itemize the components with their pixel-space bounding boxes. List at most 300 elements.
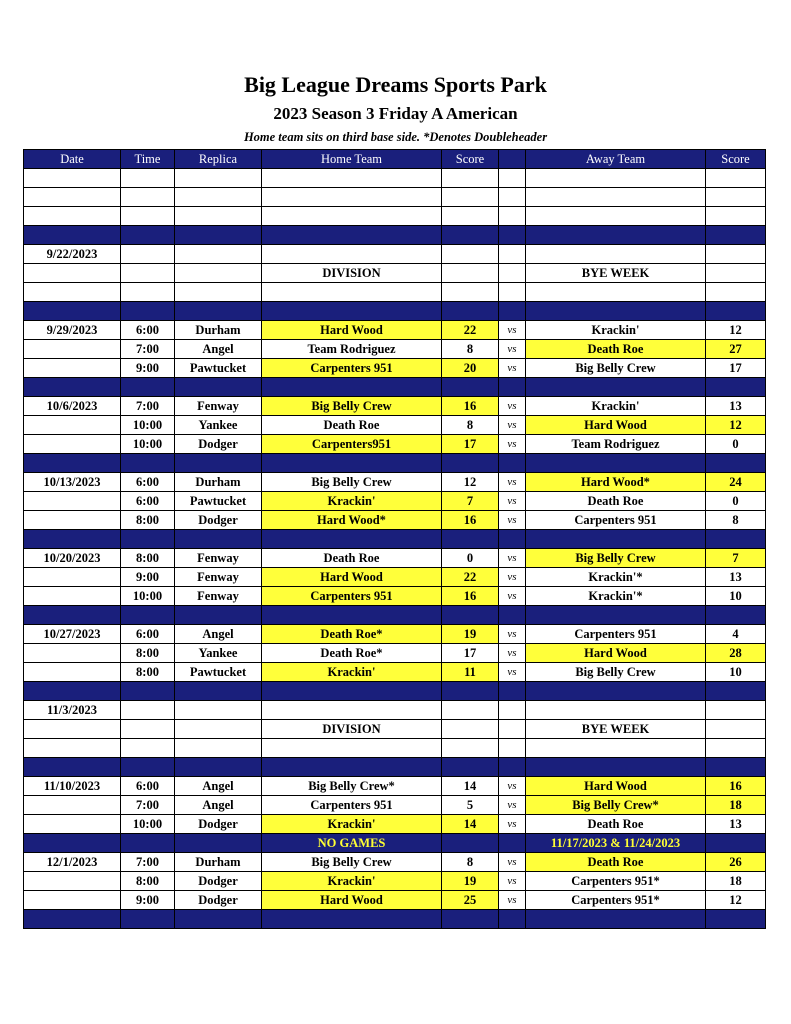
game-row	[24, 435, 766, 454]
away-team-cell: Team Rodriguez	[526, 435, 706, 454]
away-team-cell: Big Belly Crew*	[526, 796, 706, 815]
replica-cell: Angel	[175, 777, 262, 796]
vs-cell: vs	[499, 891, 526, 910]
away-score-cell	[706, 245, 766, 264]
column-header-date: Date	[24, 150, 121, 169]
vs-cell: vs	[499, 340, 526, 359]
vs-cell	[499, 720, 526, 739]
home-team-cell	[262, 283, 442, 302]
separator-cell	[442, 606, 499, 625]
separator-cell	[262, 302, 442, 321]
away-team-cell: Krackin'*	[526, 568, 706, 587]
date-cell: 11/10/2023	[24, 777, 121, 796]
vs-cell: vs	[499, 815, 526, 834]
away-team-cell	[526, 245, 706, 264]
time-cell	[121, 207, 175, 226]
date-cell	[24, 739, 121, 758]
home-team-cell: Hard Wood	[262, 321, 442, 340]
table-header-row	[24, 150, 766, 169]
home-team-cell: Krackin'	[262, 663, 442, 682]
separator-cell	[175, 682, 262, 701]
away-team-cell: Hard Wood*	[526, 473, 706, 492]
separator-cell	[24, 758, 121, 777]
separator-cell	[526, 226, 706, 245]
home-score-cell: 16	[442, 511, 499, 530]
date-cell	[24, 872, 121, 891]
vs-cell	[499, 834, 526, 853]
separator-cell	[24, 606, 121, 625]
home-team-cell: Hard Wood*	[262, 511, 442, 530]
separator-cell	[706, 378, 766, 397]
home-score-cell: 8	[442, 416, 499, 435]
game-row	[24, 245, 766, 264]
separator-cell	[262, 530, 442, 549]
home-team-cell	[262, 701, 442, 720]
date-cell: 11/3/2023	[24, 701, 121, 720]
game-row	[24, 701, 766, 720]
game-row	[24, 416, 766, 435]
time-cell: 10:00	[121, 416, 175, 435]
vs-cell: vs	[499, 777, 526, 796]
game-row	[24, 872, 766, 891]
replica-cell: Dodger	[175, 872, 262, 891]
game-row	[24, 321, 766, 340]
replica-cell: Angel	[175, 340, 262, 359]
separator-cell	[262, 226, 442, 245]
away-team-cell: Carpenters 951	[526, 511, 706, 530]
replica-cell: Fenway	[175, 587, 262, 606]
home-score-cell: 19	[442, 872, 499, 891]
away-score-cell	[706, 188, 766, 207]
home-score-cell: 16	[442, 397, 499, 416]
separator-cell	[526, 606, 706, 625]
replica-cell	[175, 169, 262, 188]
time-cell: 8:00	[121, 549, 175, 568]
separator-cell	[442, 682, 499, 701]
date-cell	[24, 663, 121, 682]
home-team-cell: Big Belly Crew	[262, 397, 442, 416]
separator-cell	[121, 378, 175, 397]
home-team-cell: DIVISION	[262, 720, 442, 739]
away-team-cell	[526, 207, 706, 226]
replica-cell: Pawtucket	[175, 492, 262, 511]
vs-cell: vs	[499, 492, 526, 511]
home-team-cell: Death Roe*	[262, 625, 442, 644]
away-score-cell: 10	[706, 663, 766, 682]
separator-cell	[499, 226, 526, 245]
home-score-cell	[442, 739, 499, 758]
game-row	[24, 568, 766, 587]
home-score-cell: 16	[442, 587, 499, 606]
vs-cell: vs	[499, 511, 526, 530]
away-score-cell	[706, 169, 766, 188]
time-cell	[121, 169, 175, 188]
replica-cell	[175, 245, 262, 264]
replica-cell: Angel	[175, 796, 262, 815]
column-header-away-team: Away Team	[526, 150, 706, 169]
separator-cell	[706, 606, 766, 625]
replica-cell	[175, 834, 262, 853]
vs-cell	[499, 701, 526, 720]
away-team-cell: Carpenters 951	[526, 625, 706, 644]
date-cell	[24, 568, 121, 587]
separator-cell	[499, 682, 526, 701]
date-cell	[24, 891, 121, 910]
separator-cell	[706, 758, 766, 777]
separator-cell	[442, 302, 499, 321]
vs-cell	[499, 169, 526, 188]
replica-cell: Yankee	[175, 644, 262, 663]
game-row	[24, 663, 766, 682]
replica-cell: Dodger	[175, 891, 262, 910]
date-cell: 10/13/2023	[24, 473, 121, 492]
time-cell: 6:00	[121, 321, 175, 340]
replica-cell: Dodger	[175, 815, 262, 834]
home-team-cell: NO GAMES	[262, 834, 442, 853]
away-team-cell	[526, 188, 706, 207]
date-cell	[24, 169, 121, 188]
home-score-cell: 14	[442, 815, 499, 834]
time-cell: 7:00	[121, 397, 175, 416]
date-cell	[24, 587, 121, 606]
game-row	[24, 492, 766, 511]
date-cell: 12/1/2023	[24, 853, 121, 872]
separator-cell	[262, 758, 442, 777]
home-score-cell	[442, 207, 499, 226]
vs-cell: vs	[499, 587, 526, 606]
time-cell: 6:00	[121, 492, 175, 511]
game-row	[24, 815, 766, 834]
home-score-cell: 12	[442, 473, 499, 492]
home-team-cell: Big Belly Crew	[262, 853, 442, 872]
separator-cell	[526, 758, 706, 777]
separator-cell	[175, 606, 262, 625]
vs-cell: vs	[499, 663, 526, 682]
separator-cell	[706, 302, 766, 321]
away-score-cell	[706, 834, 766, 853]
home-score-cell: 11	[442, 663, 499, 682]
page-title: Big League Dreams Sports Park	[244, 72, 547, 97]
away-score-cell: 27	[706, 340, 766, 359]
away-team-cell: Hard Wood	[526, 777, 706, 796]
time-cell: 9:00	[121, 568, 175, 587]
column-header-home-team: Home Team	[262, 150, 442, 169]
away-score-cell: 16	[706, 777, 766, 796]
game-row	[24, 796, 766, 815]
column-header-away-score: Score	[706, 150, 766, 169]
game-row	[24, 340, 766, 359]
separator-cell	[24, 302, 121, 321]
date-cell	[24, 359, 121, 378]
separator-cell	[121, 530, 175, 549]
column-header-vs	[499, 150, 526, 169]
home-team-cell: Death Roe*	[262, 644, 442, 663]
vs-cell	[499, 283, 526, 302]
separator-cell	[442, 910, 499, 929]
separator-row	[24, 226, 766, 245]
vs-cell: vs	[499, 321, 526, 340]
separator-cell	[121, 682, 175, 701]
separator-cell	[24, 378, 121, 397]
away-score-cell	[706, 720, 766, 739]
away-team-cell: Krackin'*	[526, 587, 706, 606]
vs-cell	[499, 207, 526, 226]
time-cell: 9:00	[121, 359, 175, 378]
time-cell: 6:00	[121, 777, 175, 796]
away-team-cell: Death Roe	[526, 340, 706, 359]
game-row	[24, 777, 766, 796]
game-row	[24, 283, 766, 302]
time-cell: 6:00	[121, 625, 175, 644]
away-score-cell: 8	[706, 511, 766, 530]
home-team-cell	[262, 739, 442, 758]
separator-cell	[121, 226, 175, 245]
time-cell: 6:00	[121, 473, 175, 492]
separator-row	[24, 378, 766, 397]
vs-cell: vs	[499, 359, 526, 378]
home-team-cell: Big Belly Crew*	[262, 777, 442, 796]
separator-cell	[175, 910, 262, 929]
replica-cell: Dodger	[175, 435, 262, 454]
home-score-cell	[442, 834, 499, 853]
time-cell: 8:00	[121, 663, 175, 682]
separator-cell	[262, 682, 442, 701]
date-cell	[24, 264, 121, 283]
date-cell: 10/20/2023	[24, 549, 121, 568]
separator-cell	[24, 682, 121, 701]
away-team-cell: Big Belly Crew	[526, 549, 706, 568]
home-score-cell: 20	[442, 359, 499, 378]
home-team-cell	[262, 169, 442, 188]
time-cell: 9:00	[121, 891, 175, 910]
vs-cell: vs	[499, 644, 526, 663]
home-score-cell	[442, 720, 499, 739]
separator-cell	[499, 758, 526, 777]
separator-cell	[121, 910, 175, 929]
separator-cell	[24, 530, 121, 549]
away-team-cell	[526, 701, 706, 720]
game-row	[24, 264, 766, 283]
away-score-cell: 26	[706, 853, 766, 872]
replica-cell: Fenway	[175, 397, 262, 416]
time-cell: 8:00	[121, 872, 175, 891]
time-cell	[121, 245, 175, 264]
home-team-cell	[262, 245, 442, 264]
date-cell	[24, 834, 121, 853]
separator-row	[24, 454, 766, 473]
replica-cell: Fenway	[175, 568, 262, 587]
away-score-cell: 4	[706, 625, 766, 644]
home-team-cell: Death Roe	[262, 416, 442, 435]
home-score-cell: 8	[442, 340, 499, 359]
date-cell	[24, 644, 121, 663]
away-team-cell: Carpenters 951*	[526, 872, 706, 891]
separator-cell	[175, 758, 262, 777]
date-cell	[24, 720, 121, 739]
separator-row	[24, 530, 766, 549]
time-cell	[121, 701, 175, 720]
vs-cell: vs	[499, 568, 526, 587]
time-cell	[121, 834, 175, 853]
game-row	[24, 511, 766, 530]
vs-cell: vs	[499, 796, 526, 815]
separator-row	[24, 910, 766, 929]
vs-cell	[499, 245, 526, 264]
separator-cell	[24, 454, 121, 473]
home-score-cell: 5	[442, 796, 499, 815]
home-team-cell: Big Belly Crew	[262, 473, 442, 492]
home-score-cell	[442, 245, 499, 264]
separator-cell	[526, 910, 706, 929]
replica-cell	[175, 283, 262, 302]
separator-cell	[442, 378, 499, 397]
away-team-cell: BYE WEEK	[526, 264, 706, 283]
replica-cell: Angel	[175, 625, 262, 644]
date-cell: 10/6/2023	[24, 397, 121, 416]
replica-cell: Fenway	[175, 549, 262, 568]
home-score-cell: 7	[442, 492, 499, 511]
date-cell	[24, 283, 121, 302]
time-cell: 10:00	[121, 435, 175, 454]
game-row	[24, 720, 766, 739]
date-cell	[24, 511, 121, 530]
vs-cell: vs	[499, 853, 526, 872]
separator-cell	[499, 302, 526, 321]
date-cell	[24, 815, 121, 834]
separator-cell	[442, 530, 499, 549]
away-team-cell: Hard Wood	[526, 644, 706, 663]
date-cell	[24, 188, 121, 207]
home-score-cell: 14	[442, 777, 499, 796]
away-team-cell: Carpenters 951*	[526, 891, 706, 910]
separator-row	[24, 606, 766, 625]
time-cell	[121, 720, 175, 739]
game-row	[24, 473, 766, 492]
replica-cell: Yankee	[175, 416, 262, 435]
separator-cell	[121, 758, 175, 777]
home-score-cell	[442, 264, 499, 283]
away-score-cell	[706, 207, 766, 226]
time-cell: 7:00	[121, 853, 175, 872]
away-score-cell	[706, 701, 766, 720]
blank-row	[24, 207, 766, 226]
replica-cell: Pawtucket	[175, 663, 262, 682]
separator-cell	[175, 378, 262, 397]
separator-row	[24, 758, 766, 777]
separator-cell	[526, 682, 706, 701]
separator-cell	[706, 530, 766, 549]
game-row	[24, 587, 766, 606]
replica-cell	[175, 264, 262, 283]
separator-cell	[499, 606, 526, 625]
replica-cell	[175, 739, 262, 758]
vs-cell: vs	[499, 397, 526, 416]
replica-cell: Pawtucket	[175, 359, 262, 378]
time-cell: 7:00	[121, 340, 175, 359]
away-team-cell: Big Belly Crew	[526, 663, 706, 682]
separator-cell	[175, 454, 262, 473]
vs-cell: vs	[499, 416, 526, 435]
replica-cell: Durham	[175, 853, 262, 872]
separator-cell	[262, 910, 442, 929]
separator-cell	[499, 530, 526, 549]
time-cell	[121, 188, 175, 207]
game-row	[24, 397, 766, 416]
vs-cell: vs	[499, 473, 526, 492]
separator-cell	[442, 758, 499, 777]
time-cell: 8:00	[121, 644, 175, 663]
game-row	[24, 625, 766, 644]
away-score-cell	[706, 264, 766, 283]
home-score-cell: 0	[442, 549, 499, 568]
home-team-cell: Krackin'	[262, 872, 442, 891]
game-row	[24, 853, 766, 872]
separator-cell	[526, 378, 706, 397]
home-team-cell: Hard Wood	[262, 891, 442, 910]
away-team-cell: Death Roe	[526, 815, 706, 834]
game-row	[24, 549, 766, 568]
away-score-cell: 12	[706, 891, 766, 910]
away-score-cell: 7	[706, 549, 766, 568]
separator-cell	[262, 378, 442, 397]
date-cell	[24, 207, 121, 226]
separator-cell	[175, 302, 262, 321]
separator-row	[24, 682, 766, 701]
away-score-cell: 13	[706, 815, 766, 834]
vs-cell: vs	[499, 872, 526, 891]
separator-cell	[175, 530, 262, 549]
away-team-cell: BYE WEEK	[526, 720, 706, 739]
date-cell	[24, 435, 121, 454]
home-team-cell: Carpenters 951	[262, 359, 442, 378]
home-team-cell: Team Rodriguez	[262, 340, 442, 359]
away-score-cell: 10	[706, 587, 766, 606]
away-score-cell: 12	[706, 416, 766, 435]
replica-cell	[175, 701, 262, 720]
replica-cell	[175, 720, 262, 739]
away-team-cell: 11/17/2023 & 11/24/2023	[526, 834, 706, 853]
away-score-cell: 13	[706, 397, 766, 416]
time-cell	[121, 283, 175, 302]
separator-cell	[706, 454, 766, 473]
vs-cell: vs	[499, 435, 526, 454]
date-cell	[24, 796, 121, 815]
date-cell	[24, 340, 121, 359]
separator-cell	[706, 682, 766, 701]
time-cell	[121, 264, 175, 283]
away-team-cell	[526, 169, 706, 188]
home-team-cell: Krackin'	[262, 492, 442, 511]
date-cell	[24, 492, 121, 511]
separator-cell	[262, 606, 442, 625]
separator-cell	[499, 910, 526, 929]
game-row	[24, 739, 766, 758]
separator-cell	[442, 454, 499, 473]
home-team-cell: Death Roe	[262, 549, 442, 568]
separator-cell	[121, 606, 175, 625]
vs-cell	[499, 264, 526, 283]
separator-cell	[499, 454, 526, 473]
column-header-time: Time	[121, 150, 175, 169]
time-cell: 10:00	[121, 815, 175, 834]
separator-cell	[121, 302, 175, 321]
column-header-replica: Replica	[175, 150, 262, 169]
away-score-cell	[706, 739, 766, 758]
home-team-cell: Krackin'	[262, 815, 442, 834]
separator-cell	[526, 530, 706, 549]
separator-cell	[499, 378, 526, 397]
vs-cell: vs	[499, 625, 526, 644]
